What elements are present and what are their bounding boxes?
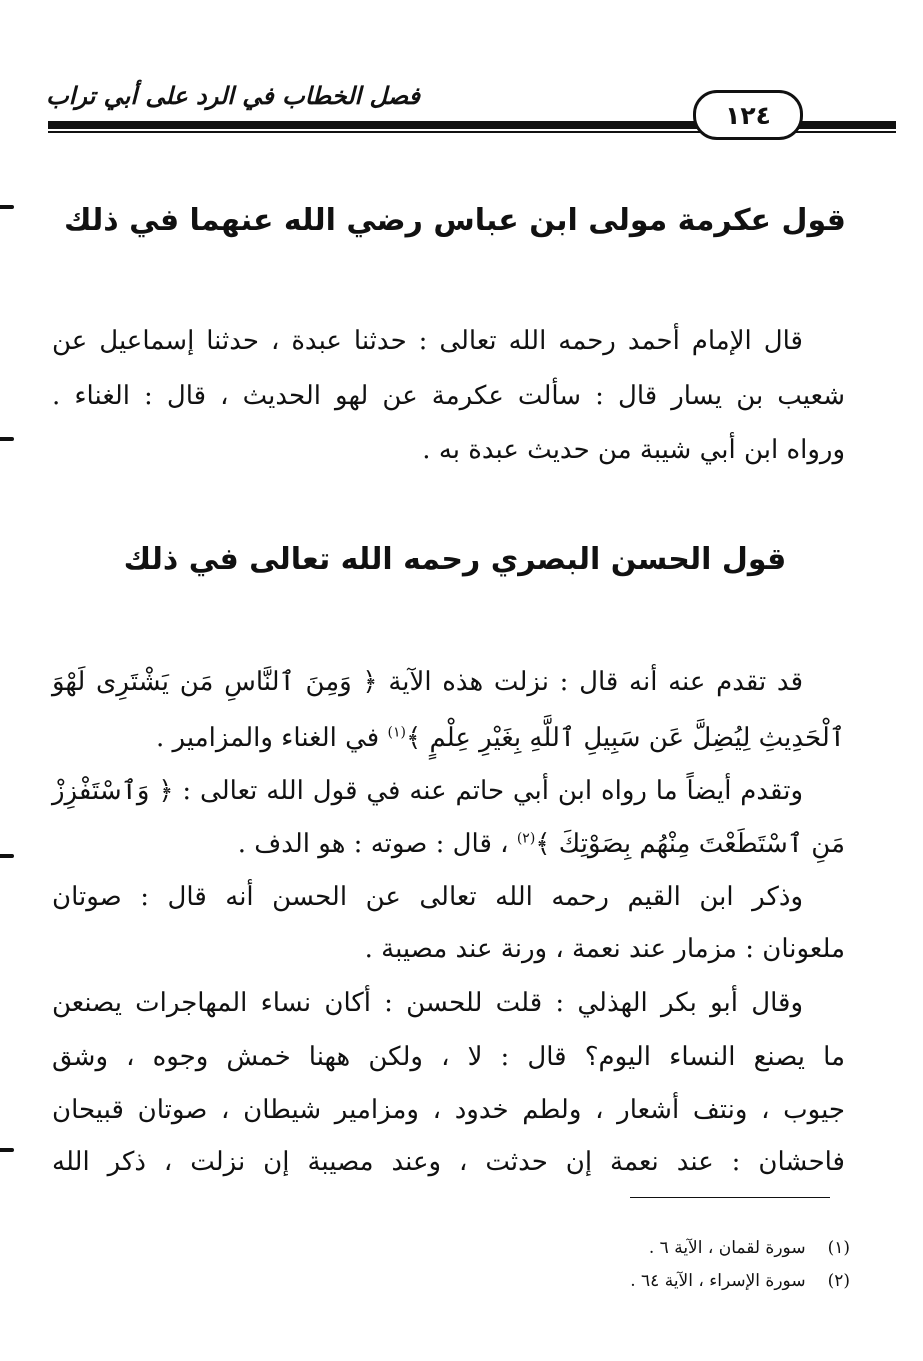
footnote [400,1233,850,1263]
footnote-separator [630,1197,830,1198]
paragraph-text: ، قال : صوته : هو الدف . [237,829,509,859]
paragraph-line: جيوب ، ونتف أشعار ، ولطم خدود ، ومزامير شيطان ، صوتان قبيحان [52,1095,845,1125]
footnote-text: سورة لقمان ، الآية ٦ . [648,1238,806,1258]
paragraph-line [52,715,845,761]
paragraph-line: فاحشان : عند نعمة إن حدثت ، وعند مصيبة إن نزلت ، ذكر الله [52,1147,845,1177]
paragraph-line: قال الإمام أحمد رحمه الله تعالى : حدثنا عبدة ، حدثنا إسماعيل عن [52,326,803,356]
quran-verse: مَنِ ٱسْتَطَعْتَ مِنْهُم بِصَوْتِكَ ﴾ [535,829,845,859]
footnote-text: سورة الإسراء ، الآية ٦٤ . [630,1271,806,1291]
footnote-number: (٢) [827,1271,850,1291]
paragraph-line: شعيب بن يسار قال : سألت عكرمة عن لهو الحديث ، قال : الغناء . [52,381,845,411]
paragraph-line [52,821,845,867]
paragraph-line: ملعونان : مزمار عند نعمة ، ورنة عند مصيبة . [364,934,845,964]
paragraph-line: وذكر ابن القيم رحمه الله تعالى عن الحسن أنه قال : صوتان [52,882,803,912]
footnote-ref: (١) [387,724,406,741]
running-header-title: فصل الخطاب في الرد على أبي تراب [46,82,420,110]
section-heading: قول الحسن البصري رحمه الله تعالى في ذلك [123,542,787,577]
footnote [400,1266,850,1296]
paragraph-text: في الغناء والمزامير . [155,723,380,753]
paragraph-line: ورواه ابن أبي شيبة من حديث عبدة به . [422,435,845,465]
paragraph-line: وتقدم أيضاً ما رواه ابن أبي حاتم عنه في قول الله تعالى : ﴿ وَٱسْتَفْزِزْ [52,776,803,806]
margin-mark [0,437,14,441]
paragraph-line: قد تقدم عنه أنه قال : نزلت هذه الآية ﴿ وَمِنَ ٱلنَّاسِ مَن يَشْتَرِى لَهْوَ [52,667,803,697]
margin-mark [0,854,14,858]
margin-mark [0,1148,14,1152]
margin-mark [0,205,14,209]
page-number-badge [693,90,803,140]
quran-verse: ٱلْحَدِيثِ لِيُضِلَّ عَن سَبِيلِ ٱللَّهِ بِغَيْرِ عِلْمٍ ﴾ [405,723,845,753]
paragraph-line: وقال أبو بكر الهذلي : قلت للحسن : أكان نساء المهاجرات يصنعن [52,988,803,1018]
footnote-number: (١) [827,1238,850,1258]
page-number: ١٢٤ [725,100,771,130]
paragraph-line: ما يصنع النساء اليوم؟ قال : لا ، ولكن ههنا خمش وجوه ، وشق [52,1042,845,1072]
section-heading: قول عكرمة مولى ابن عباس رضي الله عنهما في ذلك [64,203,846,238]
footnote-ref: (٢) [516,830,536,847]
